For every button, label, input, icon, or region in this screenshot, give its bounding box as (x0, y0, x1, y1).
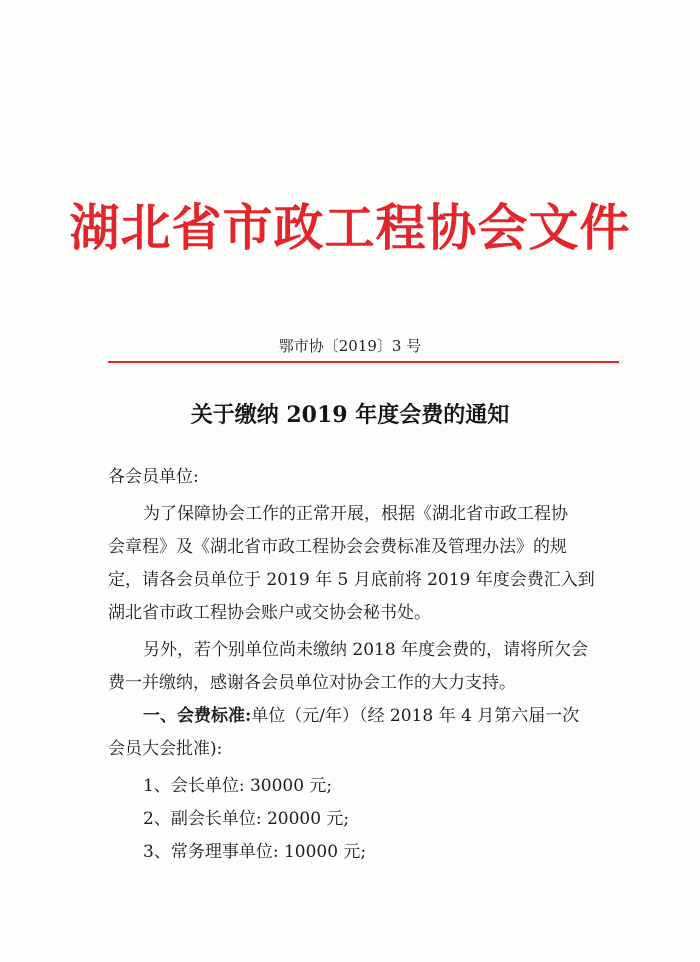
notice-title: 关于缴纳 2019 年度会费的通知 (190, 402, 510, 428)
fee-item-vice-president: 2、副会长单位: 20000 元; (143, 809, 350, 829)
section1-line2: 会员大会批准): (108, 739, 223, 759)
document-number: 鄂市协〔2019〕3 号 (278, 337, 422, 355)
salutation: 各会员单位: (108, 467, 199, 487)
paragraph1-line4: 湖北省市政工程协会账户或交协会秘书处。 (108, 603, 431, 623)
section1-text: 单位（元/年）（经 2018 年 4 月第六届一次 (251, 706, 580, 726)
paragraph2-line1: 另外，若个别单位尚未缴纳 2018 年度会费的，请将所欠会 (143, 640, 589, 660)
section1-line1 (143, 705, 579, 727)
paragraph1-line3: 定，请各会员单位于 2019 年 5 月底前将 2019 年度会费汇入到 (108, 570, 595, 590)
red-divider-line (108, 361, 619, 363)
fee-item-president: 1、会长单位: 30000 元; (143, 776, 333, 796)
paragraph1-line2: 会章程》及《湖北省市政工程协会会费标准及管理办法》的规 (108, 537, 567, 557)
paragraph1-line1: 为了保障协会工作的正常开展，根据《湖北省市政工程协 (143, 504, 568, 524)
paragraph2-line2: 费一并缴纳，感谢各会员单位对协会工作的大力支持。 (108, 673, 516, 693)
issuer-header-title: 湖北省市政工程协会文件 (69, 198, 631, 257)
fee-item-standing-director: 3、常务理事单位: 10000 元; (143, 842, 367, 862)
section1-heading: 一、会费标准: (143, 706, 252, 726)
